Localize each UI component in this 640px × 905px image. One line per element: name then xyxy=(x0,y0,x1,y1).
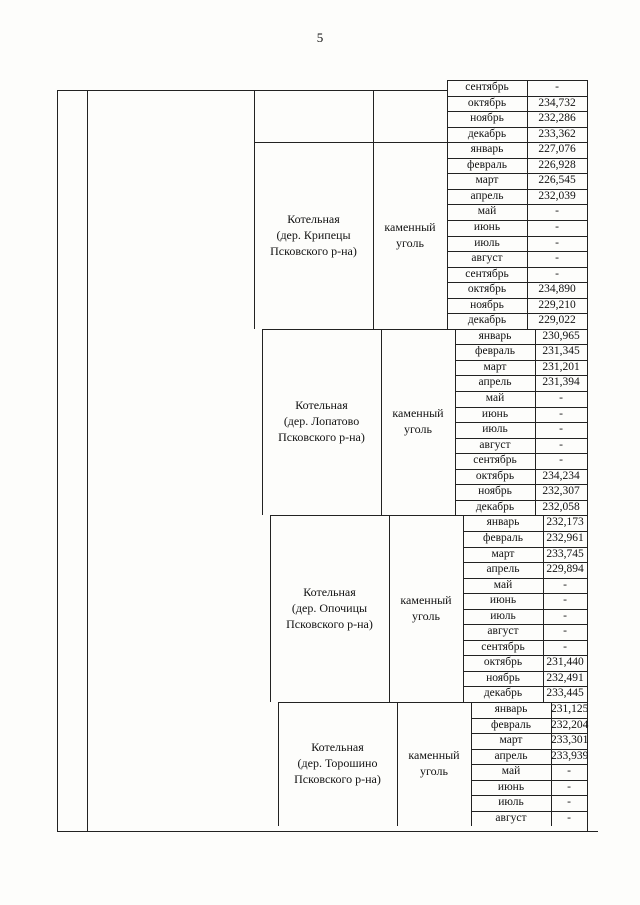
boiler-name-line: (дер. Крипецы xyxy=(276,227,351,242)
value-cell: - xyxy=(567,811,571,824)
partial-fuel-border xyxy=(373,90,374,142)
value-cell: 230,965 xyxy=(542,329,580,342)
value-cell: 232,491 xyxy=(546,671,584,684)
value-cell: 229,894 xyxy=(546,563,584,576)
month-cell: май xyxy=(477,205,497,218)
value-cell: 234,732 xyxy=(538,96,576,109)
month-cell: февраль xyxy=(467,158,507,171)
month-cell: октябрь xyxy=(467,283,507,296)
month-cell: январь xyxy=(494,703,528,715)
value-cell: 233,745 xyxy=(546,547,584,560)
month-cell: ноябрь xyxy=(470,298,504,311)
month-cell: февраль xyxy=(483,531,523,544)
value-cell: 232,039 xyxy=(538,189,576,202)
month-cell: август xyxy=(471,252,503,265)
boiler-name-line: (дер. Лопатово xyxy=(283,414,360,429)
boiler-name-line: Котельная xyxy=(287,211,340,226)
month-cell: апрель xyxy=(486,563,520,576)
value-cell: 229,210 xyxy=(538,298,576,311)
month-cell: апрель xyxy=(494,749,528,762)
fuel-type-line: каменный xyxy=(392,406,444,421)
table-bottom-border xyxy=(57,831,598,832)
month-cell: сентябрь xyxy=(465,267,509,280)
value-cell: - xyxy=(567,796,571,809)
value-cell: 234,890 xyxy=(538,283,576,296)
value-cell: - xyxy=(559,392,563,404)
month-cell: декабрь xyxy=(475,500,515,513)
boiler-name-line: Псковского р-на) xyxy=(270,243,357,258)
fuel-consumption-table xyxy=(57,80,598,831)
month-cell: май xyxy=(493,578,513,591)
month-cell: сентябрь xyxy=(465,81,509,93)
value-cell: - xyxy=(555,236,559,249)
value-cell: 232,204 xyxy=(551,718,589,731)
value-cell: 231,440 xyxy=(546,656,584,669)
value-cell: - xyxy=(563,609,567,622)
value-cell: - xyxy=(559,454,563,467)
fuel-type xyxy=(373,219,447,251)
value-cell: - xyxy=(555,81,559,93)
value-cell: 233,362 xyxy=(538,127,576,140)
boiler-name xyxy=(254,211,373,259)
month-cell: июнь xyxy=(489,594,517,607)
partial-col-border xyxy=(254,90,255,142)
value-cell: 232,058 xyxy=(542,500,580,513)
table-left-border xyxy=(57,90,58,831)
value-cell: - xyxy=(559,407,563,420)
value-cell: - xyxy=(555,205,559,218)
month-cell: август xyxy=(495,811,527,824)
month-cell: январь xyxy=(486,516,520,529)
month-cell: декабрь xyxy=(483,687,523,700)
value-cell: 229,022 xyxy=(538,314,576,327)
fuel-type xyxy=(381,405,455,437)
value-cell: - xyxy=(555,267,559,280)
value-cell: 232,961 xyxy=(546,531,584,544)
month-cell: июль xyxy=(490,609,516,622)
month-cell: июль xyxy=(482,423,508,436)
month-cell: март xyxy=(483,360,507,373)
month-cell: ноябрь xyxy=(486,671,520,684)
fuel-type-line: уголь xyxy=(396,235,424,250)
month-cell: июнь xyxy=(473,220,501,233)
boiler-name-line: Псковского р-на) xyxy=(278,430,365,445)
value-cell: - xyxy=(563,625,567,638)
value-cell: 231,394 xyxy=(542,376,580,389)
value-cell: - xyxy=(555,252,559,265)
month-cell: март xyxy=(499,734,523,747)
month-cell: август xyxy=(487,625,519,638)
month-cell: ноябрь xyxy=(470,112,504,125)
month-cell: апрель xyxy=(478,376,512,389)
boiler-name-line: Псковского р-на) xyxy=(286,616,373,631)
month-cell: январь xyxy=(478,329,512,342)
month-cell: сентябрь xyxy=(473,454,517,467)
month-cell: май xyxy=(485,392,505,404)
value-cell: - xyxy=(555,220,559,233)
value-cell: 231,201 xyxy=(542,360,580,373)
month-cell: октябрь xyxy=(483,656,523,669)
fuel-type xyxy=(397,747,471,779)
fuel-type-line: уголь xyxy=(404,422,432,437)
fuel-type xyxy=(389,592,463,624)
fuel-type-line: каменный xyxy=(384,219,436,234)
month-cell: октябрь xyxy=(475,469,515,482)
value-cell: - xyxy=(563,594,567,607)
month-cell: ноябрь xyxy=(478,485,512,498)
value-cell: 233,445 xyxy=(546,687,584,700)
value-cell: 226,545 xyxy=(538,174,576,187)
boiler-name-line: (дер. Торошино xyxy=(297,756,378,771)
month-cell: март xyxy=(475,174,499,187)
value-cell: - xyxy=(559,423,563,436)
value-cell: - xyxy=(563,640,567,653)
boiler-name-line: Псковского р-на) xyxy=(294,772,381,787)
month-cell: октябрь xyxy=(467,96,507,109)
month-cell: август xyxy=(479,438,511,451)
month-cell: март xyxy=(491,547,515,560)
boiler-name xyxy=(262,397,381,445)
value-cell: 232,307 xyxy=(542,485,580,498)
boiler-name xyxy=(278,739,397,787)
value-cell: 233,301 xyxy=(551,734,589,747)
value-cell: 226,928 xyxy=(538,158,576,171)
table-top-border xyxy=(57,90,447,91)
month-cell: сентябрь xyxy=(481,640,525,653)
boiler-name-line: Котельная xyxy=(311,740,364,755)
boiler-name-line: (дер. Опочицы xyxy=(291,600,368,615)
month-cell: апрель xyxy=(470,189,504,202)
value-cell: 227,076 xyxy=(538,143,576,156)
month-cell: февраль xyxy=(491,718,531,731)
page-number: 5 xyxy=(316,30,324,45)
table-col1-border xyxy=(87,90,88,831)
fuel-type-line: уголь xyxy=(420,764,448,779)
month-cell: декабрь xyxy=(467,127,507,140)
value-cell: 234,234 xyxy=(542,469,580,482)
row-line xyxy=(447,111,587,112)
month-cell: май xyxy=(501,765,521,778)
month-cell: июль xyxy=(474,236,500,249)
fuel-type-line: каменный xyxy=(400,592,452,607)
boiler-name-line: Котельная xyxy=(303,584,356,599)
value-cell: 231,345 xyxy=(542,345,580,358)
value-cell: - xyxy=(559,438,563,451)
boiler-name-line: Котельная xyxy=(295,398,348,413)
row-line xyxy=(447,96,587,97)
month-cell: июнь xyxy=(481,407,509,420)
value-cell: - xyxy=(567,765,571,778)
value-cell: - xyxy=(567,780,571,793)
value-cell: 232,173 xyxy=(546,516,584,529)
month-cell: январь xyxy=(470,143,504,156)
value-cell: - xyxy=(563,578,567,591)
fuel-type-line: каменный xyxy=(408,748,460,763)
month-cell: декабрь xyxy=(467,314,507,327)
month-cell: июль xyxy=(498,796,524,809)
value-cell: 231,125 xyxy=(551,703,589,715)
month-cell: июнь xyxy=(497,780,525,793)
row-line xyxy=(447,127,587,128)
month-cell: февраль xyxy=(475,345,515,358)
value-cell: 232,286 xyxy=(538,112,576,125)
fuel-type-line: уголь xyxy=(412,608,440,623)
boiler-name xyxy=(270,584,389,632)
value-cell: 233,939 xyxy=(551,749,589,762)
